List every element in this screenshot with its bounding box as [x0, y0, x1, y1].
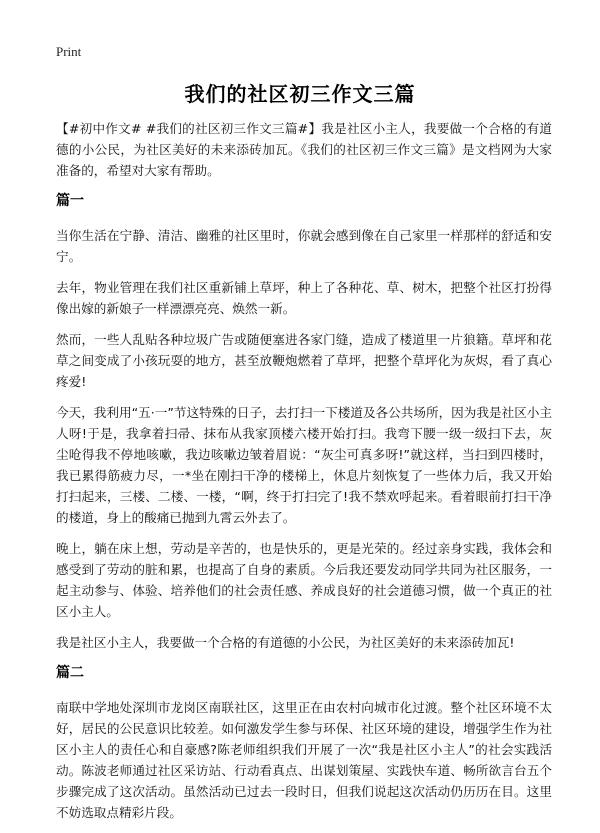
document-title: 我们的社区初三作文三篇: [184, 82, 416, 106]
print-link[interactable]: Print: [56, 44, 82, 59]
section-2-paragraph-1: 南联中学地处深圳市龙岗区南联社区，这里正在由农村向城市化过渡。整个社区环境不太好，居民的公民意识比较差。如何激发学生参与环保、社区环境的建设，增强学生作为社区小主人的责任心和自豪感?陈老师组织我们开展了一次“我是社区小主人”的社会实践活动。陈波老师通过社区采访站、行动看真点、出谋划策屋、实践快车道、畅所欲言台五个步骤完成了这次活动。虽然活动已过去一段时日，但我们说起这次活动仍历历在目。这里不妨选取点精彩片段。: [56, 700, 552, 820]
section-1-paragraph-3: 然而，一些人乱贴各种垃圾广告或随便塞进各家门缝，造成了楼道里一片狼籍。草坪和花草之间变成了小孩玩耍的地方，甚至放鞭炮燃着了草坪，把整个草坪化为灰烬，看了真心疼爱!: [56, 332, 552, 389]
section-heading-2: 篇二: [56, 665, 84, 681]
section-1-paragraph-5: 晚上，躺在床上想，劳动是辛苦的，也是快乐的，更是光荣的。经过亲身实践，我体会和感受到了劳动的脏和累，也提高了自身的素质。今后我还要发动同学共同为社区服务，一起主动参与、体验、培养他们的社会责任感、养成良好的社会道德习惯，做一个真正的社区小主人。: [56, 541, 552, 619]
section-1-paragraph-1: 当你生活在宁静、清洁、幽雅的社区里时，你就会感到像在自己家里一样那样的舒适和安宁。: [56, 228, 552, 264]
section-heading-1: 篇一: [56, 193, 84, 209]
section-1-paragraph-2: 去年，物业管理在我们社区重新铺上草坪，种上了各种花、草、树木，把整个社区打扮得像出嫁的新娘子一样漂漂亮亮、焕然一新。: [56, 280, 552, 316]
section-1-paragraph-6: 我是社区小主人，我要做一个合格的有道德的小公民，为社区美好的未来添砖加瓦!: [56, 635, 515, 650]
document-body: [56, 118, 552, 833]
intro-paragraph: 【#初中作文# #我们的社区初三作文三篇#】我是社区小主人，我要做一个合格的有道德的小公民，为社区美好的未来添砖加瓦。《我们的社区初三作文三篇》是文档网为大家准备的，希望对大家有帮助。: [56, 121, 552, 178]
section-1-paragraph-4: 今天，我利用“五·一”节这特殊的日子，去打扫一下楼道及各公共场所，因为我是社区小主人呀!于是，我拿着扫帚、抹布从我家顶楼六楼开始打扫。我弯下腰一级一级扫下去，灰尘呛得我不停地咳嗽，我边咳嗽边皱着眉说：“灰尘可真多呀!”就这样，当扫到四楼时，我已累得筋疲力尽，一*坐在刚扫干净的楼梯上，休息片刻恢复了一些体力后，我又开始打扫起来，三楼、二楼、一楼，“啊，终于打扫完了!我不禁欢呼起来。看着眼前打扫干净的楼道，身上的酸痛已抛到九霄云外去了。: [56, 405, 552, 525]
